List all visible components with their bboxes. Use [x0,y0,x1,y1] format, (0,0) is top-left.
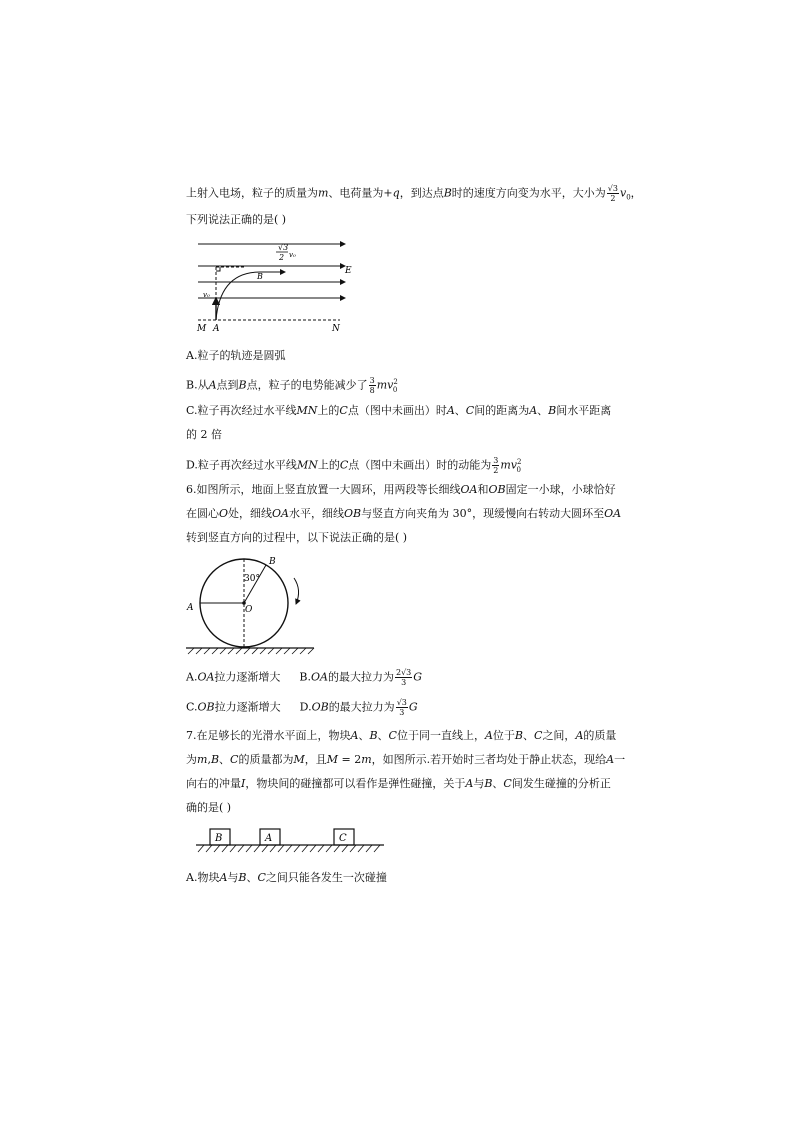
text: 向右的冲量 [186,777,241,790]
text: D. [299,700,312,714]
text: 点到 [216,378,239,392]
text: ， [630,186,642,200]
text: 在圆心 [186,507,219,520]
q7-option-a [186,870,387,886]
var: B [210,753,220,766]
fraction [395,668,412,687]
var: B [514,729,524,742]
q5-option-c-line2: 的 2 倍 [186,428,222,441]
text: 一 [614,753,626,766]
text: , [207,753,211,766]
q5-option-c [186,403,611,419]
q6-ring-figure [184,554,334,660]
speed-fraction [607,184,619,203]
var: O [219,507,229,520]
right-angle-mark [216,267,220,271]
text: 与 [473,777,485,790]
text: 、 [246,871,258,884]
text: 间发生碰撞的分析正 [511,777,611,790]
text: 之间只能各发生一次碰撞 [265,871,387,884]
text: 间的距离为 [474,404,530,417]
q7-line4: 确的是( ) [186,801,232,814]
q5-option-b [186,374,397,398]
var: A [208,378,217,392]
var: OA [311,670,328,684]
string-OB [244,565,266,603]
var: m [361,753,372,766]
var: A [465,777,474,790]
text: 上射入电场，粒子的质量为 [186,186,318,200]
text: = 2 [337,753,362,766]
text: 位于同一直线上， [396,729,485,742]
var: OB [344,507,362,520]
q6-options-cd [186,698,418,717]
subscript: 0 [516,465,521,474]
rotation-arrow [294,578,299,604]
var: B [548,404,557,417]
label-B: B [257,272,263,281]
text: 、 [537,404,549,417]
numerator: 3 [369,376,375,386]
text: 拉力逐渐增大 [214,700,281,714]
text: 固定一小球，小球恰好 [505,483,616,496]
var: I [241,777,246,790]
text: C.粒子再次经过水平线 [186,404,297,417]
text: B. [299,670,312,684]
var: OB [197,700,215,714]
q5-field-figure [190,236,365,336]
var: C [339,458,349,472]
text: 6.如图所示，地面上竖直放置一大圆环，用两段等长细线 [186,483,461,496]
text: 上的 [317,404,340,417]
text: B.从 [186,378,209,392]
var: MN [296,458,318,472]
var: MN [296,404,318,417]
q6-line2 [186,506,621,522]
var: G [413,670,423,684]
text: 、 [358,729,370,742]
text: ，且 [304,753,327,766]
var: OB [311,700,329,714]
var: A [484,729,493,742]
text: 、 [492,777,504,790]
var: A [446,404,455,417]
denominator: 3 [399,708,405,717]
text: A. [186,670,198,684]
text: 与 [227,871,239,884]
text: 的质量都为 [238,753,294,766]
var: C [534,729,543,742]
fraction [492,456,499,475]
label-M: M [197,324,207,334]
text: C. [186,700,198,714]
text: 为 [186,753,197,766]
label-A: A [187,603,194,613]
ground-hatch [198,845,380,852]
var: M [326,753,338,766]
text: 位于 [492,729,515,742]
text: 和 [477,483,489,496]
label-A: A [213,324,220,334]
var: B [238,871,247,884]
text: ，到达点 [399,186,444,200]
var: OA [197,670,215,684]
text: 点（图中未画出）时 [347,404,447,417]
var-B: B [443,186,452,200]
var: B [238,378,247,392]
label-B: B [269,557,276,567]
denominator: 2 [610,194,616,203]
var: A [606,753,615,766]
text: 、 [219,753,231,766]
var: B [369,729,378,742]
var: mv [500,458,517,472]
text: 处，细线 [228,507,273,520]
var: A [219,871,228,884]
text: 与竖直方向夹角为 30°，现缓慢向右转动大圆环至 [361,507,605,520]
var: C [388,729,397,742]
text: 的最大拉力为 [327,670,394,684]
var: C [503,777,512,790]
text: 上的 [317,458,340,472]
var: OA [604,507,622,520]
q5-ask: 下列说法正确的是( ) [186,213,287,226]
text: 、 [523,729,535,742]
var-q: q [392,186,400,200]
label-E: E [345,266,352,276]
label-B: B [215,833,223,844]
var: G [408,700,418,714]
label-O: O [245,605,253,615]
var-v: v [619,186,627,200]
q5-option-d [186,454,521,478]
text: 点（图中未画出）时的动能为 [348,458,492,472]
text: 拉力逐渐增大 [214,670,281,684]
var: OA [460,483,478,496]
var: mv [376,378,394,392]
numerator: 2√3 [395,668,412,677]
var: A [350,729,359,742]
label-N: N [332,324,340,334]
text: 、 [377,729,389,742]
q7-line3 [186,776,611,792]
text: 、电荷量为+ [328,186,393,200]
subscript: 0 [392,385,398,394]
text: 点，粒子的电势能减少了 [246,378,368,392]
var: C [257,871,266,884]
label-speed-num: √3 [278,243,289,252]
var: C [465,404,475,417]
label-C: C [339,833,347,844]
text: ，物块间的碰撞都可以看作是弹性碰撞，关于 [245,777,466,790]
numerator: √3 [396,698,407,707]
text: 的最大拉力为 [328,700,395,714]
fraction [396,698,408,717]
var: A [575,729,584,742]
trajectory [216,272,285,320]
q6-options-ab [186,668,422,687]
q5-intro-line [186,184,642,206]
var: A [529,404,538,417]
denominator: 3 [401,678,407,687]
q6-line1 [186,482,616,498]
label-v0: v₀ [289,251,296,259]
subscript: 0 [626,193,631,202]
text: 、 [454,404,466,417]
q7-line1 [186,728,616,744]
var: B [484,777,493,790]
denominator: 8 [369,386,375,396]
text: 水平，细线 [289,507,344,520]
var-m: m [318,186,329,200]
text: 的质量 [583,729,617,742]
q7-line2 [186,752,625,768]
var: OA [272,507,289,520]
var: m [197,753,208,766]
label-speed-den: 2 [279,253,285,262]
text: 7.在足够长的光滑水平面上，物块 [186,729,351,742]
text: ，如图所示.若开始时三者均处于静止状态，现给 [371,753,607,766]
fraction [369,376,376,395]
superscript: 2 [517,458,522,466]
var: M [293,753,305,766]
var: C [230,753,239,766]
q5-option-a: A.粒子的轨迹是圆弧 [186,349,286,362]
label-v0-left: v₀ [203,291,210,299]
text: D.粒子再次经过水平线 [186,458,297,472]
denominator: 2 [493,466,499,476]
var: OB [488,483,506,496]
text: 之间， [542,729,576,742]
superscript: 2 [393,378,398,386]
q6-line3: 转到竖直方向的过程中，以下说法正确的是( ) [186,531,408,544]
text: 间水平距离 [556,404,612,417]
var: C [339,404,348,417]
numerator: 3 [493,456,499,466]
ground-hatch [188,648,314,654]
q7-blocks-figure [194,826,386,858]
label-A: A [265,833,273,844]
text: 时的速度方向变为水平，大小为 [451,186,606,200]
text: A.物块 [186,871,220,884]
numerator: √3 [607,184,618,193]
label-30deg: 30° [244,574,260,584]
